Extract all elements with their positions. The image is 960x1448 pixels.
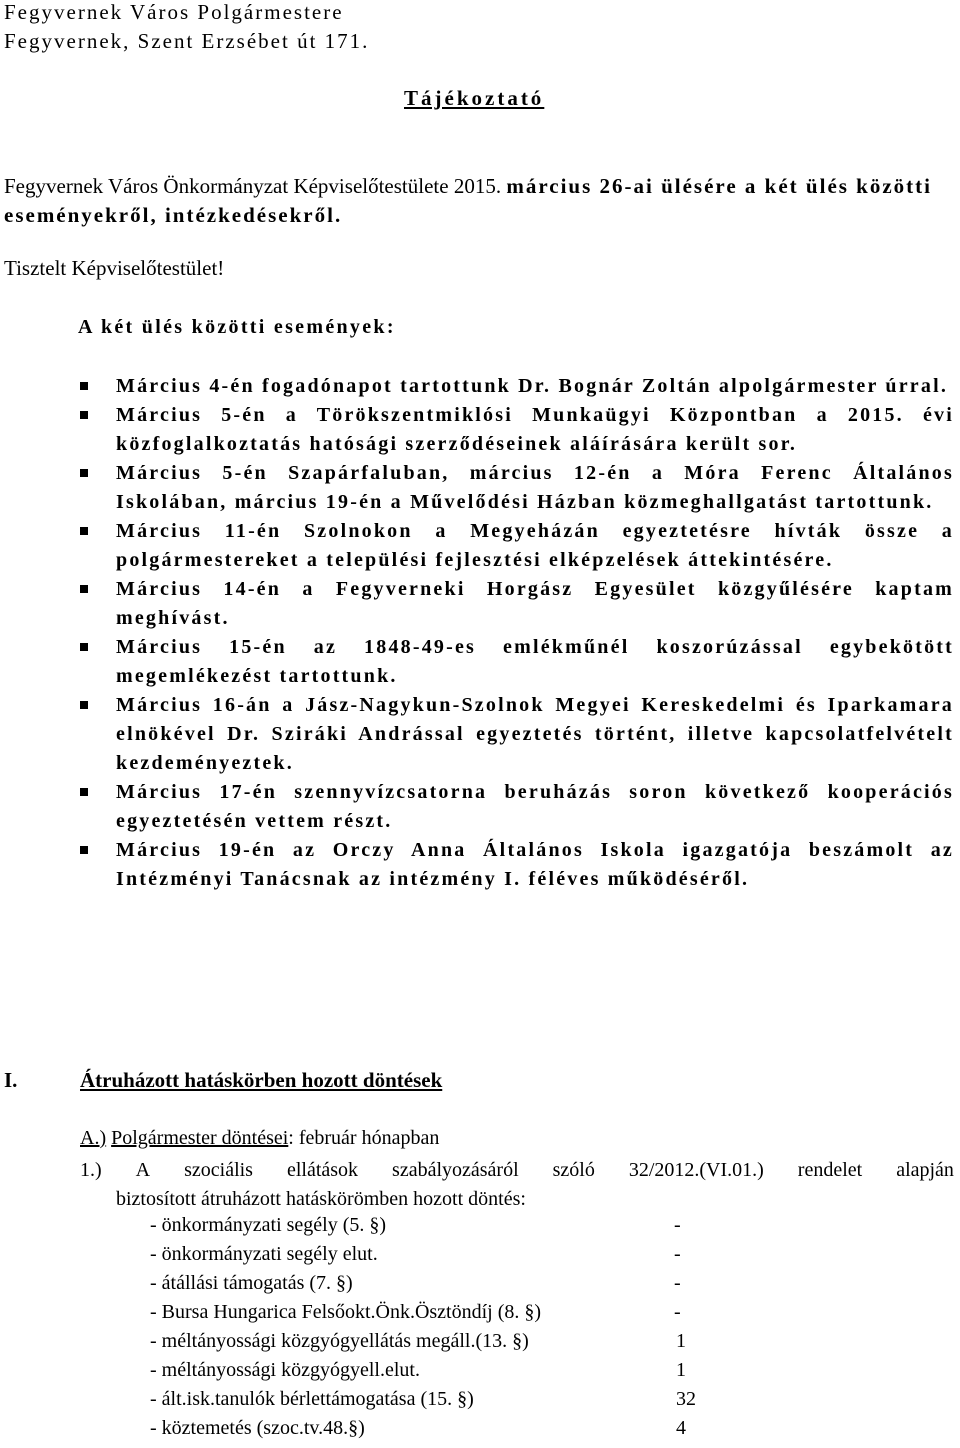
event-text: Március 17-én szennyvízcsatorna beruházás soron következő kooperációs egyeztetésén vettem részt. (116, 781, 954, 832)
event-text: Március 14-én a Fegyverneki Horgász Egyesület közgyűlésére kaptam meghívást. (116, 578, 954, 629)
events-list (78, 372, 954, 894)
decision-value: - (674, 1243, 681, 1265)
item-word: szabályozásáról (392, 1159, 519, 1181)
decision-item-1 (80, 1156, 954, 1214)
list-item (78, 575, 954, 633)
event-text: Március 4-én fogadónapot tartottunk Dr. Bognár Zoltán alpolgármester úrral. (116, 375, 949, 397)
item-word: szociális (184, 1159, 253, 1181)
decision-label: - ált.isk.tanulók bérlettámogatása (15. §) (150, 1388, 474, 1410)
intro-paragraph (4, 172, 954, 230)
header-sender: Fegyvernek Város Polgármestere (4, 0, 344, 24)
section-number: I. (4, 1068, 18, 1092)
decision-value: - (674, 1301, 681, 1323)
decision-value: 1 (676, 1330, 686, 1352)
page-title: Tájékoztató (404, 86, 545, 110)
list-item (78, 836, 954, 894)
intro-part1: Fegyvernek Város Önkormányzat Képviselőtestülete 2015. (4, 174, 507, 198)
bullet-square-icon (80, 585, 88, 593)
bullet-square-icon (80, 382, 88, 390)
decision-value: - (674, 1272, 681, 1294)
subsection-label: A.) (80, 1127, 107, 1149)
decision-label: - önkormányzati segély elut. (150, 1243, 378, 1265)
bullet-square-icon (80, 527, 88, 535)
decision-item-1-line1 (80, 1156, 954, 1185)
list-item (78, 459, 954, 517)
bullet-square-icon (80, 411, 88, 419)
event-text: Március 11-én Szolnokon a Megyeházán egyeztetésre hívták össze a polgármestereket a települési fejlesztési elképzelések áttekintésére. (116, 520, 954, 571)
event-text: Március 5-én Szapárfaluban, március 12-én a Móra Ferenc Általános Iskolában, március 19-én a Művelődési Házban közmeghallgatást tartottunk. (116, 462, 954, 513)
item-number: 1.) (80, 1159, 102, 1181)
list-item (78, 517, 954, 575)
list-item (78, 691, 954, 778)
decision-value: - (674, 1214, 681, 1236)
header-address: Fegyvernek, Szent Erzsébet út 171. (4, 29, 370, 53)
subsection-rest: : február hónapban (288, 1127, 440, 1149)
decision-value: 1 (676, 1359, 686, 1381)
subsection-title: Polgármester döntései (111, 1127, 289, 1149)
decision-label: - köztemetés (szoc.tv.48.§) (150, 1417, 365, 1439)
greeting: Tisztelt Képviselőtestület! (4, 256, 225, 280)
decision-item-1-line2: biztosított átruházott hatáskörömben hozott döntés: (116, 1188, 526, 1210)
decision-label: - átállási támogatás (7. §) (150, 1272, 353, 1294)
section-title: Átruházott hatáskörben hozott döntések (80, 1068, 443, 1092)
event-text: Március 19-én az Orczy Anna Általános Iskola igazgatója beszámolt az Intézményi Tanácsnak az intézmény I. féléves működéséről. (116, 839, 954, 890)
bullet-square-icon (80, 846, 88, 854)
event-text: Március 16-án a Jász-Nagykun-Szolnok Megyei Kereskedelmi és Iparkamara elnökével Dr. Sziráki Andrással egyeztetés történt, illetve kapcsolatfelvételt kezdeményeztek. (116, 694, 954, 774)
item-word: szóló (552, 1159, 595, 1181)
event-text: Március 15-én az 1848-49-es emlékműnél koszorúzással egybekötött megemlékezést tartottunk. (116, 636, 954, 687)
decision-label: - Bursa Hungarica Felsőokt.Önk.Ösztöndíj (8. §) (150, 1301, 542, 1323)
bullet-square-icon (80, 469, 88, 477)
item-word: A (135, 1159, 151, 1181)
subsection-heading (80, 1127, 439, 1150)
decision-label: - méltányossági közgyógyellátás megáll.(13. §) (150, 1330, 529, 1352)
item-word: 32/2012.(VI.01.) (628, 1159, 764, 1181)
decision-label: - méltányossági közgyógyell.elut. (150, 1359, 420, 1381)
decision-label: - önkormányzati segély (5. §) (150, 1214, 387, 1236)
decision-value: 32 (676, 1388, 696, 1410)
list-item (78, 372, 954, 401)
list-item (78, 401, 954, 459)
bullet-square-icon (80, 788, 88, 796)
bullet-square-icon (80, 643, 88, 651)
bullet-square-icon (80, 701, 88, 709)
list-item (78, 633, 954, 691)
intro-part2: március 26-ai ülésére a két ülés közötti eseményekről, intézkedésekről. (4, 174, 933, 227)
item-word: ellátások (286, 1159, 359, 1181)
event-text: Március 5-én a Törökszentmiklósi Munkaügyi Központban a 2015. évi közfoglalkoztatás hatósági szerződéseinek aláírására került sor. (116, 404, 954, 455)
item-word: rendelet (797, 1159, 863, 1181)
list-item (78, 778, 954, 836)
events-heading: A két ülés közötti események: (78, 316, 396, 338)
item-word: alapján (896, 1159, 954, 1181)
decision-value: 4 (676, 1417, 686, 1439)
